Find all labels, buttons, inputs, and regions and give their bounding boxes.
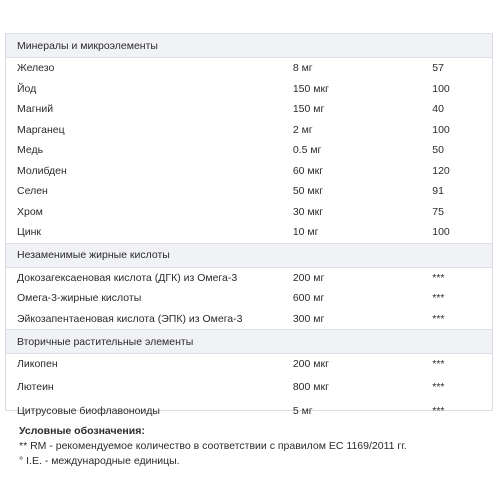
nutrient-name: Йод <box>17 82 37 95</box>
nutrient-amount: 0.5 мг <box>292 144 322 157</box>
nutrient-percent: 40 <box>432 103 444 116</box>
nutrient-name: Цинк <box>17 226 42 239</box>
nutrient-name: Цитрусовые биофлавоноиды <box>17 404 160 417</box>
nutrient-amount: 30 мкг <box>292 205 324 218</box>
nutrient-name: Эйкозапентаеновая кислота (ЭПК) из Омега-3 <box>17 312 243 325</box>
nutrient-name: Ликопен <box>17 358 58 371</box>
group-title: Вторичные растительные элементы <box>17 335 194 348</box>
nutrient-percent: *** <box>432 271 445 284</box>
nutrient-name: Медь <box>17 144 44 157</box>
nutrient-percent: 91 <box>432 185 444 198</box>
nutrient-percent: *** <box>432 404 445 417</box>
nutrition-table <box>5 33 493 417</box>
group-header-fatty-acids <box>6 243 492 268</box>
table-row <box>6 99 492 120</box>
table-row <box>6 399 492 423</box>
table-row <box>6 309 492 330</box>
nutrient-percent: *** <box>432 380 445 393</box>
nutrient-name: Железо <box>17 62 55 75</box>
table-row <box>6 268 492 289</box>
nutrient-percent: 57 <box>432 62 444 75</box>
nutrient-name: Магний <box>17 103 54 116</box>
table-row <box>6 354 492 375</box>
nutrient-name: Хром <box>17 205 43 218</box>
nutrient-amount: 150 мкг <box>292 82 329 95</box>
nutrient-amount: 8 мг <box>292 62 313 75</box>
nutrient-name: Молибден <box>17 164 67 177</box>
nutrient-percent: *** <box>432 358 445 371</box>
nutrient-amount: 200 мкг <box>292 358 329 371</box>
group-title: Минералы и микроэлементы <box>17 39 158 52</box>
legend-line: ** RM - рекомендуемое количество в соответствии с правилом EC 1169/2011 гг. <box>19 440 407 452</box>
nutrient-percent: 100 <box>432 123 450 136</box>
table-row <box>6 79 492 100</box>
nutrient-name: Лютеин <box>17 380 54 393</box>
table-row <box>6 161 492 182</box>
nutrient-percent: 50 <box>432 144 444 157</box>
nutrient-amount: 60 мкг <box>292 164 324 177</box>
nutrient-percent: 120 <box>432 164 450 177</box>
nutrient-name: Докозагексаеновая кислота (ДГК) из Омега-3 <box>17 271 238 284</box>
nutrient-amount: 600 мг <box>292 292 325 305</box>
table-row <box>6 222 492 243</box>
legend-line: ° I.E. - международные единицы. <box>19 455 180 467</box>
legend-title: Условные обозначения: <box>19 425 145 437</box>
nutrient-name: Марганец <box>17 123 65 136</box>
nutrient-amount: 10 мг <box>292 226 319 239</box>
nutrient-percent: 100 <box>432 82 450 95</box>
nutrient-amount: 50 мкг <box>292 185 324 198</box>
table-row <box>6 288 492 309</box>
nutrient-amount: 800 мкг <box>292 380 329 393</box>
table-row <box>6 181 492 202</box>
nutrient-percent: *** <box>432 312 445 325</box>
nutrient-amount: 5 мг <box>292 404 313 417</box>
nutrient-name: Омега-3-жирные кислоты <box>17 292 142 305</box>
table-row <box>6 58 492 79</box>
nutrient-percent: 75 <box>432 205 444 218</box>
nutrient-amount: 200 мг <box>292 271 325 284</box>
nutrient-amount: 300 мг <box>292 312 325 325</box>
table-row <box>6 202 492 223</box>
group-header-plant-elements <box>6 329 492 354</box>
legend-notes <box>19 424 407 469</box>
group-title: Незаменимые жирные кислоты <box>17 249 170 261</box>
table-row <box>6 140 492 161</box>
nutrient-name: Селен <box>17 185 48 198</box>
nutrient-amount: 2 мг <box>292 123 313 136</box>
table-row <box>6 120 492 141</box>
nutrient-percent: *** <box>432 292 445 305</box>
nutrient-amount: 150 мг <box>292 103 325 116</box>
nutrient-percent: 100 <box>432 226 450 239</box>
table-row <box>6 375 492 399</box>
group-header-minerals <box>6 33 492 58</box>
